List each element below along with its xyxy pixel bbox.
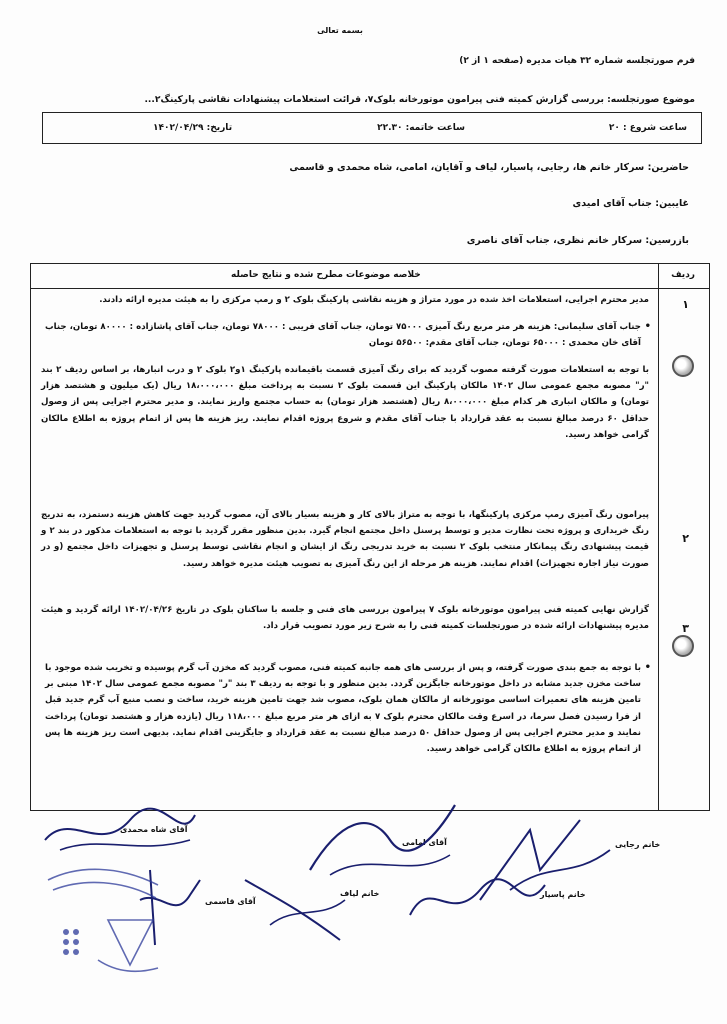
row1-paragraph-1: مدیر محترم اجرایی، استعلامات اخذ شده در مورد متراژ و هزینه نقاشی پارکینگ بلوک ۲ و رمپ مرکزی را به هیئت مدیره ارائه دادند. (99, 295, 649, 305)
row2-paragraph-1: پیرامون رنگ آمیزی رمپ مرکزی پارکینگها، با توجه به متراژ بالای کار و هزینه بسیار بالای آن، مصوب گردید جهت کاهش هزینه دستمزد، به تدریج رنگ خریداری و پروژه تحت نظارت مدیر و توسط پرسنل داخل مجتمع انجام گیرد. بدین منظور مقرر گردید با توجه به استعلامات مذکور در بند ۲ و قیمت پیشنهادی رنگ پیمانکار منتخب بلوک ۲ نسبت به خرید تدریجی رنگ از ایشان و انجام نقاشی توسط پرسنل و تجهیزات داخل مجتمع (و در صورت نیاز اجاره تجهیزات) اقدام نمایند. هزینه هر مرحله از این رنگ آمیزی به تصویب هیئت مدیره خواهد رسید. (41, 510, 649, 569)
signature-label-pasiar: خانم پاسیار (540, 890, 586, 899)
signature-shah-mohammadi (40, 800, 200, 860)
row-number-2: ۲ (682, 532, 689, 545)
signature-label-ghasemi: آقای قاسمی (205, 897, 256, 906)
signature-label-layaf: خانم لیاف (340, 889, 380, 898)
organization-stamp (38, 860, 178, 990)
signature-label-rajaei: خانم رجایی (615, 840, 661, 849)
punch-hole-top (672, 355, 694, 377)
row-number-3: ۳ (682, 622, 689, 635)
meeting-info-box (42, 112, 702, 144)
col-row-header: ردیف (671, 270, 695, 280)
table-header (31, 264, 709, 289)
attendees-absent: غایبین: جناب آقای امیدی (572, 198, 689, 209)
form-title: فرم صورتجلسه شماره ۳۲ هیات مدیره (صفحه ۱ از ۲) (459, 56, 695, 66)
inspectors: بازرسین: سرکار خانم نظری، جناب آقای ناصری (466, 235, 689, 246)
col-summary-header: خلاصه موضوعات مطرح شده و نتایج حاصله (231, 270, 421, 280)
row-number-1: ۱ (682, 298, 689, 311)
row3-paragraph-1: گزارش نهایی کمیته فنی پیرامون موتورخانه بلوک ۷ پیرامون بررسی های فنی و جلسه با ساکنان بلوک در تاریخ ۱۴۰۲/۰۴/۲۶ ارائه گردید و هیئت مدیره پیشنهادات ارائه شده در صورتجلسات کمیته فنی را به شرح زیر مورد تصویب قرار داد. (41, 605, 649, 632)
end-time: ساعت خاتمه: ۲۲.۳۰ (377, 123, 465, 133)
signature-pasiar (400, 865, 550, 935)
row1-paragraph-3: با توجه به استعلامات صورت گرفته مصوب گردید که برای رنگ آمیزی قسمت باقیمانده پارکینگ ۱و۲ بلوک ۲ و درب انبارها، بر اساس ردیف ۲ بند "ر" مصوبه مجمع عمومی سال ۱۴۰۲ مالکان پارکینگ این قسمت بلوک ۲ نسبت به پرداخت مبلغ ۱۸،۰۰۰،۰۰۰ ریال (یک میلیون و هشتصد هزار تومان) و مالکان انباری هر کدام مبلغ ۸،۰۰۰،۰۰۰ ریال (هشتصد هزار تومان) به حساب مجتمع واریز نمایند. و مدیر محترم اجرایی پس از وصول حداقل ۶۰ درصد مبالغ نسبت به عقد قرارداد با جناب آقای مقدم و شروع پروژه اقدام نمایند. ریز هزینه ها پس از اتمام پروژه به اطلاع مالکان گرامی خواهد رسید. (41, 365, 650, 440)
basmala: بسمه تعالی (317, 26, 363, 35)
row1-paragraph-2: • جناب آقای سلیمانی: هزینه هر متر مربع رنگ آمیزی ۷۵۰۰۰ تومان، جناب آقای فریبی : ۷۸۰۰۰ تومان، جناب آقای پاشازاده : ۸۰۰۰۰ تومان، جناب آقای خان محمدی : ۶۵۰۰۰ تومان، جناب آقای مقدم: ۵۶۵۰۰ تومان (45, 319, 641, 351)
meeting-date: تاریخ: ۱۴۰۲/۰۴/۲۹ (153, 123, 233, 133)
column-divider (658, 264, 659, 810)
signature-label-shah-mohammadi: آقای شاه محمدی (120, 825, 188, 834)
row3-paragraph-2: • با توجه به جمع بندی صورت گرفته، و پس از بررسی های همه جانبه کمیته فنی، مصوب گردید که مخزن آب گرم پوسیده و تخریب شده موجود با ساخت مخزن جدید مشابه در داخل موتورخانه جایگزین گردد. بدین منظور و با توجه به ردیف ۳ بند "ر" مصوبه مجمع عمومی سال ۱۴۰۲ مبنی بر تامین هزینه های تعمیرات اساسی موتورخانه از مالکان همان بلوک، مصوب شد جهت تامین هزینه خرید، ساخت و نصب منبع آب گرم جدید قبل از فرا رسیدن فصل سرما، در اسرع وقت مالکان محترم بلوک ۷ به ازای هر متر مربع مبلغ ۱۱۸،۰۰۰ ریال (یازده هزار و هشتصد تومان) پرداخت نمایند و مدیر محترم اجرایی پس از وصول حداقل ۵۰ درصد مبالغ نسبت به عقد قرارداد و جایگزینی اقدام نماید. بدیهی است ریز هزینه ها پس از اتمام پروژه به اطلاع مالکان گرامی خواهد رسید. (45, 660, 641, 757)
punch-hole-bottom (672, 635, 694, 657)
signature-label-emami: آقای امامی (402, 838, 447, 847)
start-time: ساعت شروع : ۲۰ (608, 123, 687, 133)
signature-layaf (240, 870, 350, 950)
minutes-table (30, 263, 710, 811)
meeting-subject: موضوع صورتجلسه: بررسی گزارش کمیته فنی پیرامون موتورخانه بلوک۷، قرائت استعلامات پیشنهادات نقاشی پارکینگ۲... (144, 94, 695, 105)
attendees-present: حاضرین: سرکار خانم ها، رجایی، پاسیار، لیاف و آقایان، امامی، شاه محمدی و قاسمی (289, 162, 689, 173)
